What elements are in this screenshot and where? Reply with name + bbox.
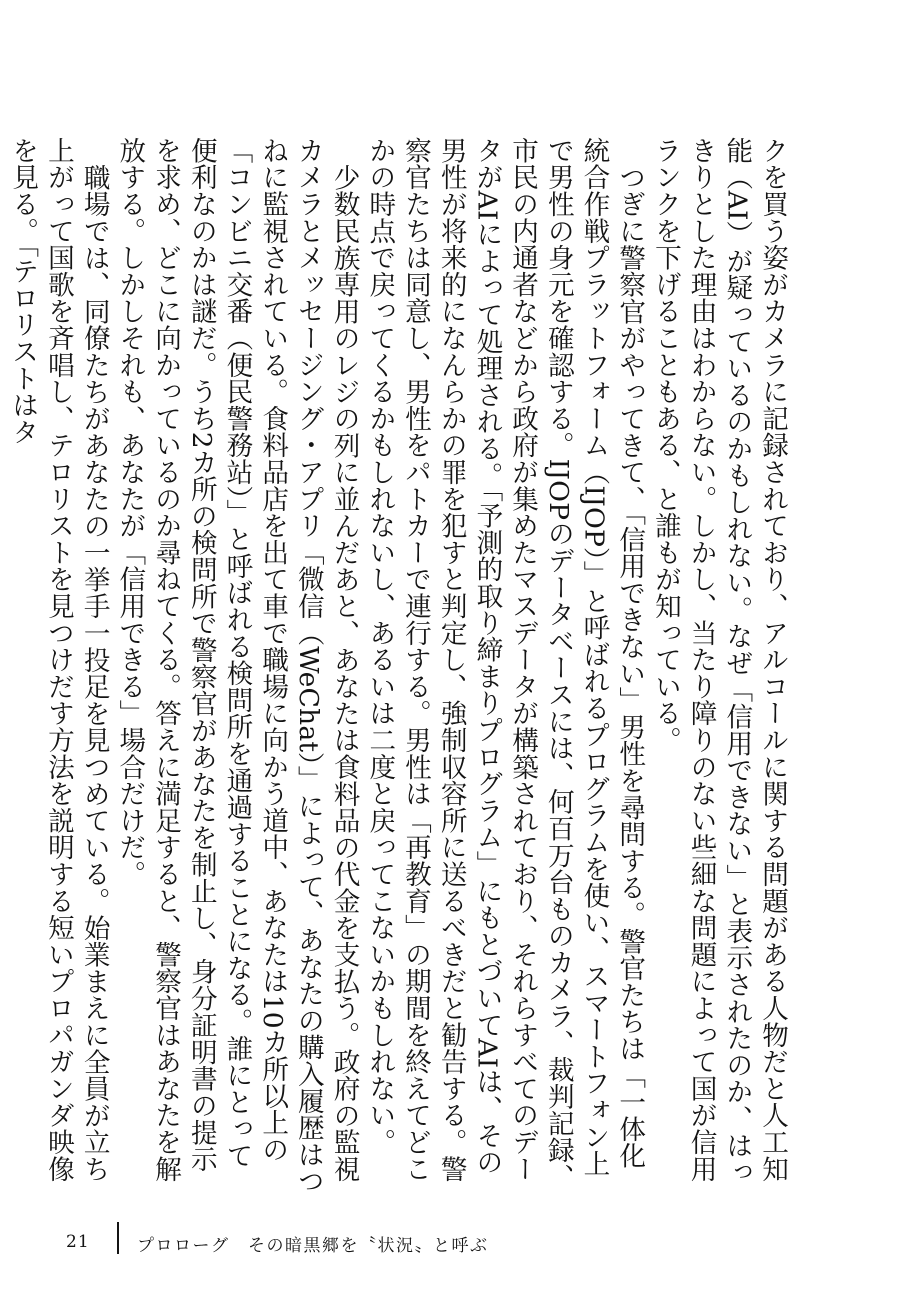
footer-divider	[117, 1222, 119, 1254]
paragraph-2: つぎに警察官がやってきて、「信用できない」男性を尋問する。警官たちは「一体化統合作戦プラットフォーム（IJOP）」と呼ばれるプログラムを使い、スマートフォン上で男性の身元を確認する。IJOPのデータベースには、何百万台ものカメラ、裁判記録、市民の内通者などから政府が集めたマスデータが構築されており、それらすべてのデータがAIによって処理される。「予測的取り締まりプログラム」にもとづいてAIは、その男性が将来的になんらかの罪を犯すと判定し、強制収容所に送るべきだと勧告する。警察官たちは同意し、男性をパトカーで連行する。男性は「再教育」の期間を終えてどこかの時点で戻ってくるかもしれないし、あるいは二度と戻ってこないかもしれない。	[364, 137, 646, 1191]
paragraph-1: クを買う姿がカメラに記録されており、アルコールに関する問題がある人物だと人工知能（AI）が疑っているのかもしれない。なぜ「信用できない」と表示されたのか、はっきりとした理由はわからない。しかし、当たり障りのない些細な問題によって国が信用ランクを下げることもある、と誰もが知っている。	[649, 137, 788, 1186]
page-footer	[0, 1222, 900, 1262]
paragraph-3: 少数民族専用のレジの列に並んだあと、あなたは食料品の代金を支払う。政府の監視カメラとメッセージング・アプリ「微信（WeChat）」によって、あなたの購入履歴はつねに監視されている。食料品店を出て車で職場に向かう道中、あなたは10カ所以上の「コンビニ交番（便民警務站）」と呼ばれる検問所を通過することになる。誰にとって便利なのかは謎だ。うち2カ所の検問所で警察官があなたを制止し、身分証明書の提示を求め、どこに向かっているのか尋ねてくる。答えに満足すると、警察官はあなたを解放する。しかしそれも、あなたが「信用できる」場合だけだ。	[114, 137, 360, 1195]
body-text	[7, 137, 790, 1195]
running-head: プロローグ その暗黒郷を〝状況〟と呼ぶ	[137, 1236, 489, 1256]
page-number: 21	[66, 1232, 90, 1252]
paragraph-4: 職場では、同僚たちがあなたの一挙手一投足を見つめている。始業まえに全員が立ち上がって国歌を斉唱し、テロリストを見つけだす方法を説明する短いプロパガンダ映像を見る。「テロリストはタ	[7, 137, 110, 1183]
